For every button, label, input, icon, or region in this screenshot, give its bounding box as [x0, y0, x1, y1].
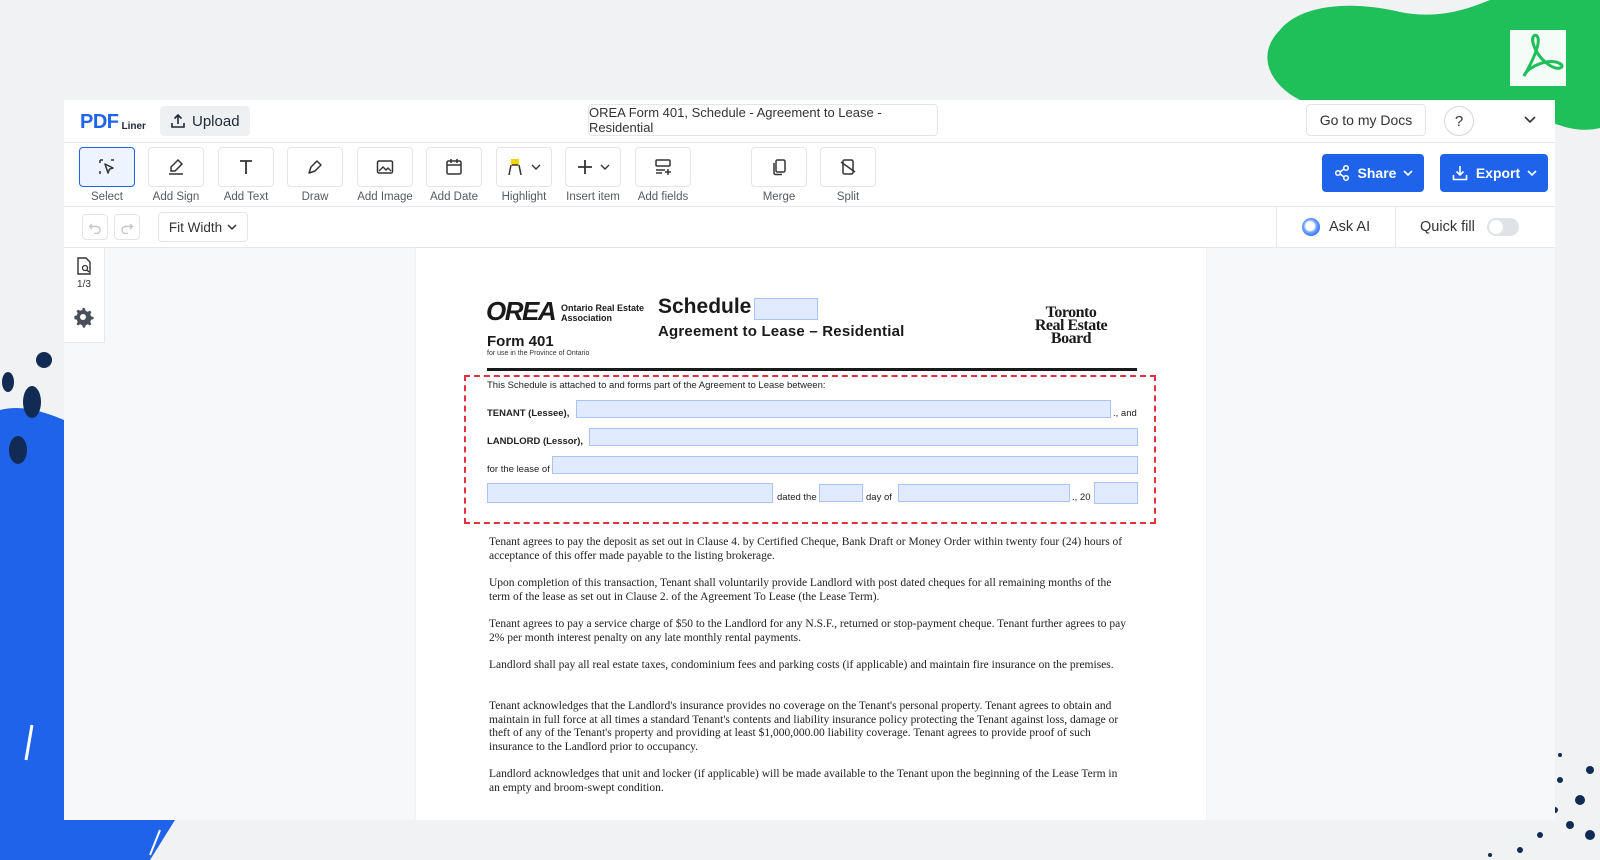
schedule-letter-field[interactable]	[754, 298, 818, 320]
clause-paragraph: Landlord acknowledges that unit and locker (if applicable) will be made available to the Tenant upon the beginning of the Lease Term in an empty and broom-swept condition.	[489, 768, 1118, 794]
tool-add-fields[interactable]	[631, 147, 695, 203]
date-month-field[interactable]	[898, 484, 1070, 502]
tool-add-image[interactable]	[353, 147, 417, 203]
share-label: Share	[1357, 165, 1397, 181]
help-button[interactable]: ?	[1444, 106, 1474, 136]
pages-thumbnail-button[interactable]	[64, 256, 104, 290]
schedule-title: Schedule	[658, 295, 752, 318]
landlord-label	[487, 436, 583, 447]
form-number: Form 401	[487, 333, 554, 350]
tool-label: Add Sign	[152, 191, 200, 203]
tool-add-sign[interactable]	[144, 147, 208, 203]
zoom-value: Fit Width	[168, 219, 223, 235]
undo-icon	[88, 220, 102, 234]
undo-button[interactable]	[82, 214, 108, 240]
editor-window	[64, 100, 1555, 820]
chevron-down-icon	[227, 224, 237, 231]
orea-association-name	[561, 303, 644, 323]
gear-icon	[72, 306, 94, 328]
tool-draw[interactable]	[283, 147, 347, 203]
ask-ai-label: Ask AI	[1329, 219, 1371, 235]
tenant-field[interactable]	[576, 400, 1111, 418]
tool-add-date[interactable]	[422, 147, 486, 203]
year-prefix-label: ., 20	[1072, 492, 1091, 503]
dated-the-label: dated the	[777, 492, 817, 503]
settings-button[interactable]	[72, 306, 94, 333]
decor-blue-shape-bottom	[0, 820, 190, 860]
board-line2: Real Estate	[1034, 317, 1108, 334]
property-address-field[interactable]	[552, 456, 1138, 474]
tool-label: Draw	[301, 191, 329, 203]
and-label: ., and	[1113, 408, 1137, 419]
clause-paragraph: Tenant agrees to pay a service charge of $50 to the Landlord for any N.S.F., returned or stop-payment cheque. Tenant further agrees to pay 2% per month interest penalty on any late monthly rental payments.	[489, 618, 1126, 644]
chevron-down-icon	[1524, 116, 1536, 124]
tool-label: Add Date	[430, 191, 478, 203]
day-of-label: day of	[866, 492, 892, 503]
tenant-label-text: TENANT (Lessee),	[487, 408, 570, 419]
tool-label: Merge	[762, 191, 796, 203]
chevron-down-icon	[531, 164, 541, 171]
quick-fill-control	[1420, 215, 1519, 239]
form-fields-icon	[653, 157, 673, 177]
date-day-field[interactable]	[819, 484, 863, 502]
tool-add-text[interactable]	[214, 147, 278, 203]
toronto-real-estate-board-logo	[1016, 306, 1126, 345]
highlighter-icon	[507, 157, 525, 177]
pdf-acrobat-icon	[1510, 30, 1566, 86]
property-address-field-2[interactable]	[487, 483, 773, 503]
merge-pages-icon	[769, 157, 789, 177]
tool-merge[interactable]	[747, 147, 811, 203]
calendar-icon	[444, 157, 464, 177]
logo-sub: Liner	[121, 121, 146, 132]
ai-orb-icon	[1302, 218, 1320, 236]
clause-paragraph: Landlord shall pay all real estate taxes, condominium fees and parking costs (if applicable) and maintain fire insurance on the premises.	[489, 659, 1114, 671]
document-title[interactable]: OREA Form 401, Schedule - Agreement to Lease - Residential	[588, 104, 938, 136]
tool-label: Highlight	[501, 191, 547, 203]
go-to-my-docs-button[interactable]: Go to my Docs	[1306, 104, 1426, 136]
image-icon	[375, 157, 395, 177]
clause-paragraph: Tenant acknowledges that the Landlord's insurance provides no coverage on the Tenant's personal property. Tenant agrees to obtain and maintain in full force at all times a standard Tenant's contents and liability insurance policy protecting the Tenant against loss, damage or theft of any of the Tenant's property and providing at least $1,000,000.00 liability coverage. Tenant agrees to provide proof of such insurance to the Landlord prior to occupancy.	[489, 700, 1119, 753]
signature-pen-icon	[166, 157, 186, 177]
top-bar	[64, 100, 1555, 143]
quick-fill-label: Quick fill	[1420, 219, 1475, 235]
split-pages-icon	[838, 157, 858, 177]
board-line1: Toronto	[1045, 304, 1097, 321]
page-indicator: 1/3	[77, 279, 91, 290]
tool-split[interactable]	[816, 147, 880, 203]
clause-paragraph: Tenant agrees to pay the deposit as set out in Clause 4. by Certified Cheque, Bank Draft or Money Order within twenty four (24) hours of acceptance of this offer made payable to the listing brokerage.	[489, 536, 1123, 562]
schedule-subtitle: Agreement to Lease – Residential	[658, 323, 905, 340]
quick-fill-toggle[interactable]	[1487, 218, 1519, 236]
tool-label: Add Image	[357, 191, 413, 203]
chevron-down-icon	[1527, 170, 1537, 177]
logo-main: PDF	[80, 111, 119, 133]
orea-assoc-line2: Association	[561, 313, 613, 323]
tool-insert-item[interactable]	[561, 147, 625, 203]
pdf-page	[416, 248, 1206, 820]
main-toolbar	[64, 143, 1555, 207]
lease-of-label: for the lease of	[487, 464, 550, 475]
landlord-field[interactable]	[589, 428, 1138, 446]
divider	[1276, 207, 1277, 247]
share-icon	[1333, 164, 1351, 182]
tool-label: Select	[91, 191, 123, 203]
tool-label: Insert item	[566, 191, 620, 203]
upload-button[interactable]	[160, 106, 250, 136]
zoom-select[interactable]	[158, 212, 248, 242]
tool-highlight[interactable]	[492, 147, 556, 203]
upload-label: Upload	[192, 112, 240, 130]
text-t-icon	[236, 157, 256, 177]
tool-label: Split	[836, 191, 860, 203]
intro-text: This Schedule is attached to and forms part of the Agreement to Lease between:	[487, 380, 826, 391]
orea-logo: OREA	[486, 296, 556, 326]
ask-ai-button[interactable]	[1302, 215, 1370, 239]
board-line3: Board	[1050, 330, 1092, 347]
clause-paragraph: Upon completion of this transaction, Tenant shall voluntarily provide Landlord with post dated cheques for all remaining months of the term of the lease as set out in Clause 2. of the Agreement To Lease (the Lease Term).	[489, 577, 1112, 603]
account-menu-button[interactable]	[1520, 110, 1540, 130]
plus-icon	[576, 158, 594, 176]
landlord-label-text: LANDLORD (Lessor),	[487, 436, 584, 447]
header-rule	[487, 368, 1137, 371]
redo-button[interactable]	[114, 214, 140, 240]
pdfliner-logo[interactable]	[80, 109, 146, 133]
redo-icon	[120, 220, 134, 234]
download-icon	[1451, 164, 1469, 182]
orea-assoc-line1: Ontario Real Estate	[561, 303, 645, 313]
divider	[1395, 207, 1396, 247]
view-controls-bar	[64, 207, 1555, 248]
pen-nib-icon	[305, 157, 325, 177]
form-subtitle: for use in the Province of Ontario	[487, 350, 590, 357]
export-label: Export	[1475, 165, 1521, 181]
chevron-down-icon	[1403, 170, 1413, 177]
tenant-label	[487, 408, 569, 419]
page-search-icon	[75, 256, 93, 276]
share-button[interactable]	[1322, 154, 1424, 192]
left-side-panel	[64, 248, 105, 343]
select-cursor-icon	[97, 157, 117, 177]
tool-select[interactable]	[75, 147, 139, 203]
tool-label: Add Text	[223, 191, 269, 203]
upload-icon	[170, 113, 186, 129]
chevron-down-icon	[600, 164, 610, 171]
tool-label: Add fields	[637, 191, 689, 203]
date-year-field[interactable]	[1094, 482, 1138, 504]
export-button[interactable]	[1440, 154, 1548, 192]
